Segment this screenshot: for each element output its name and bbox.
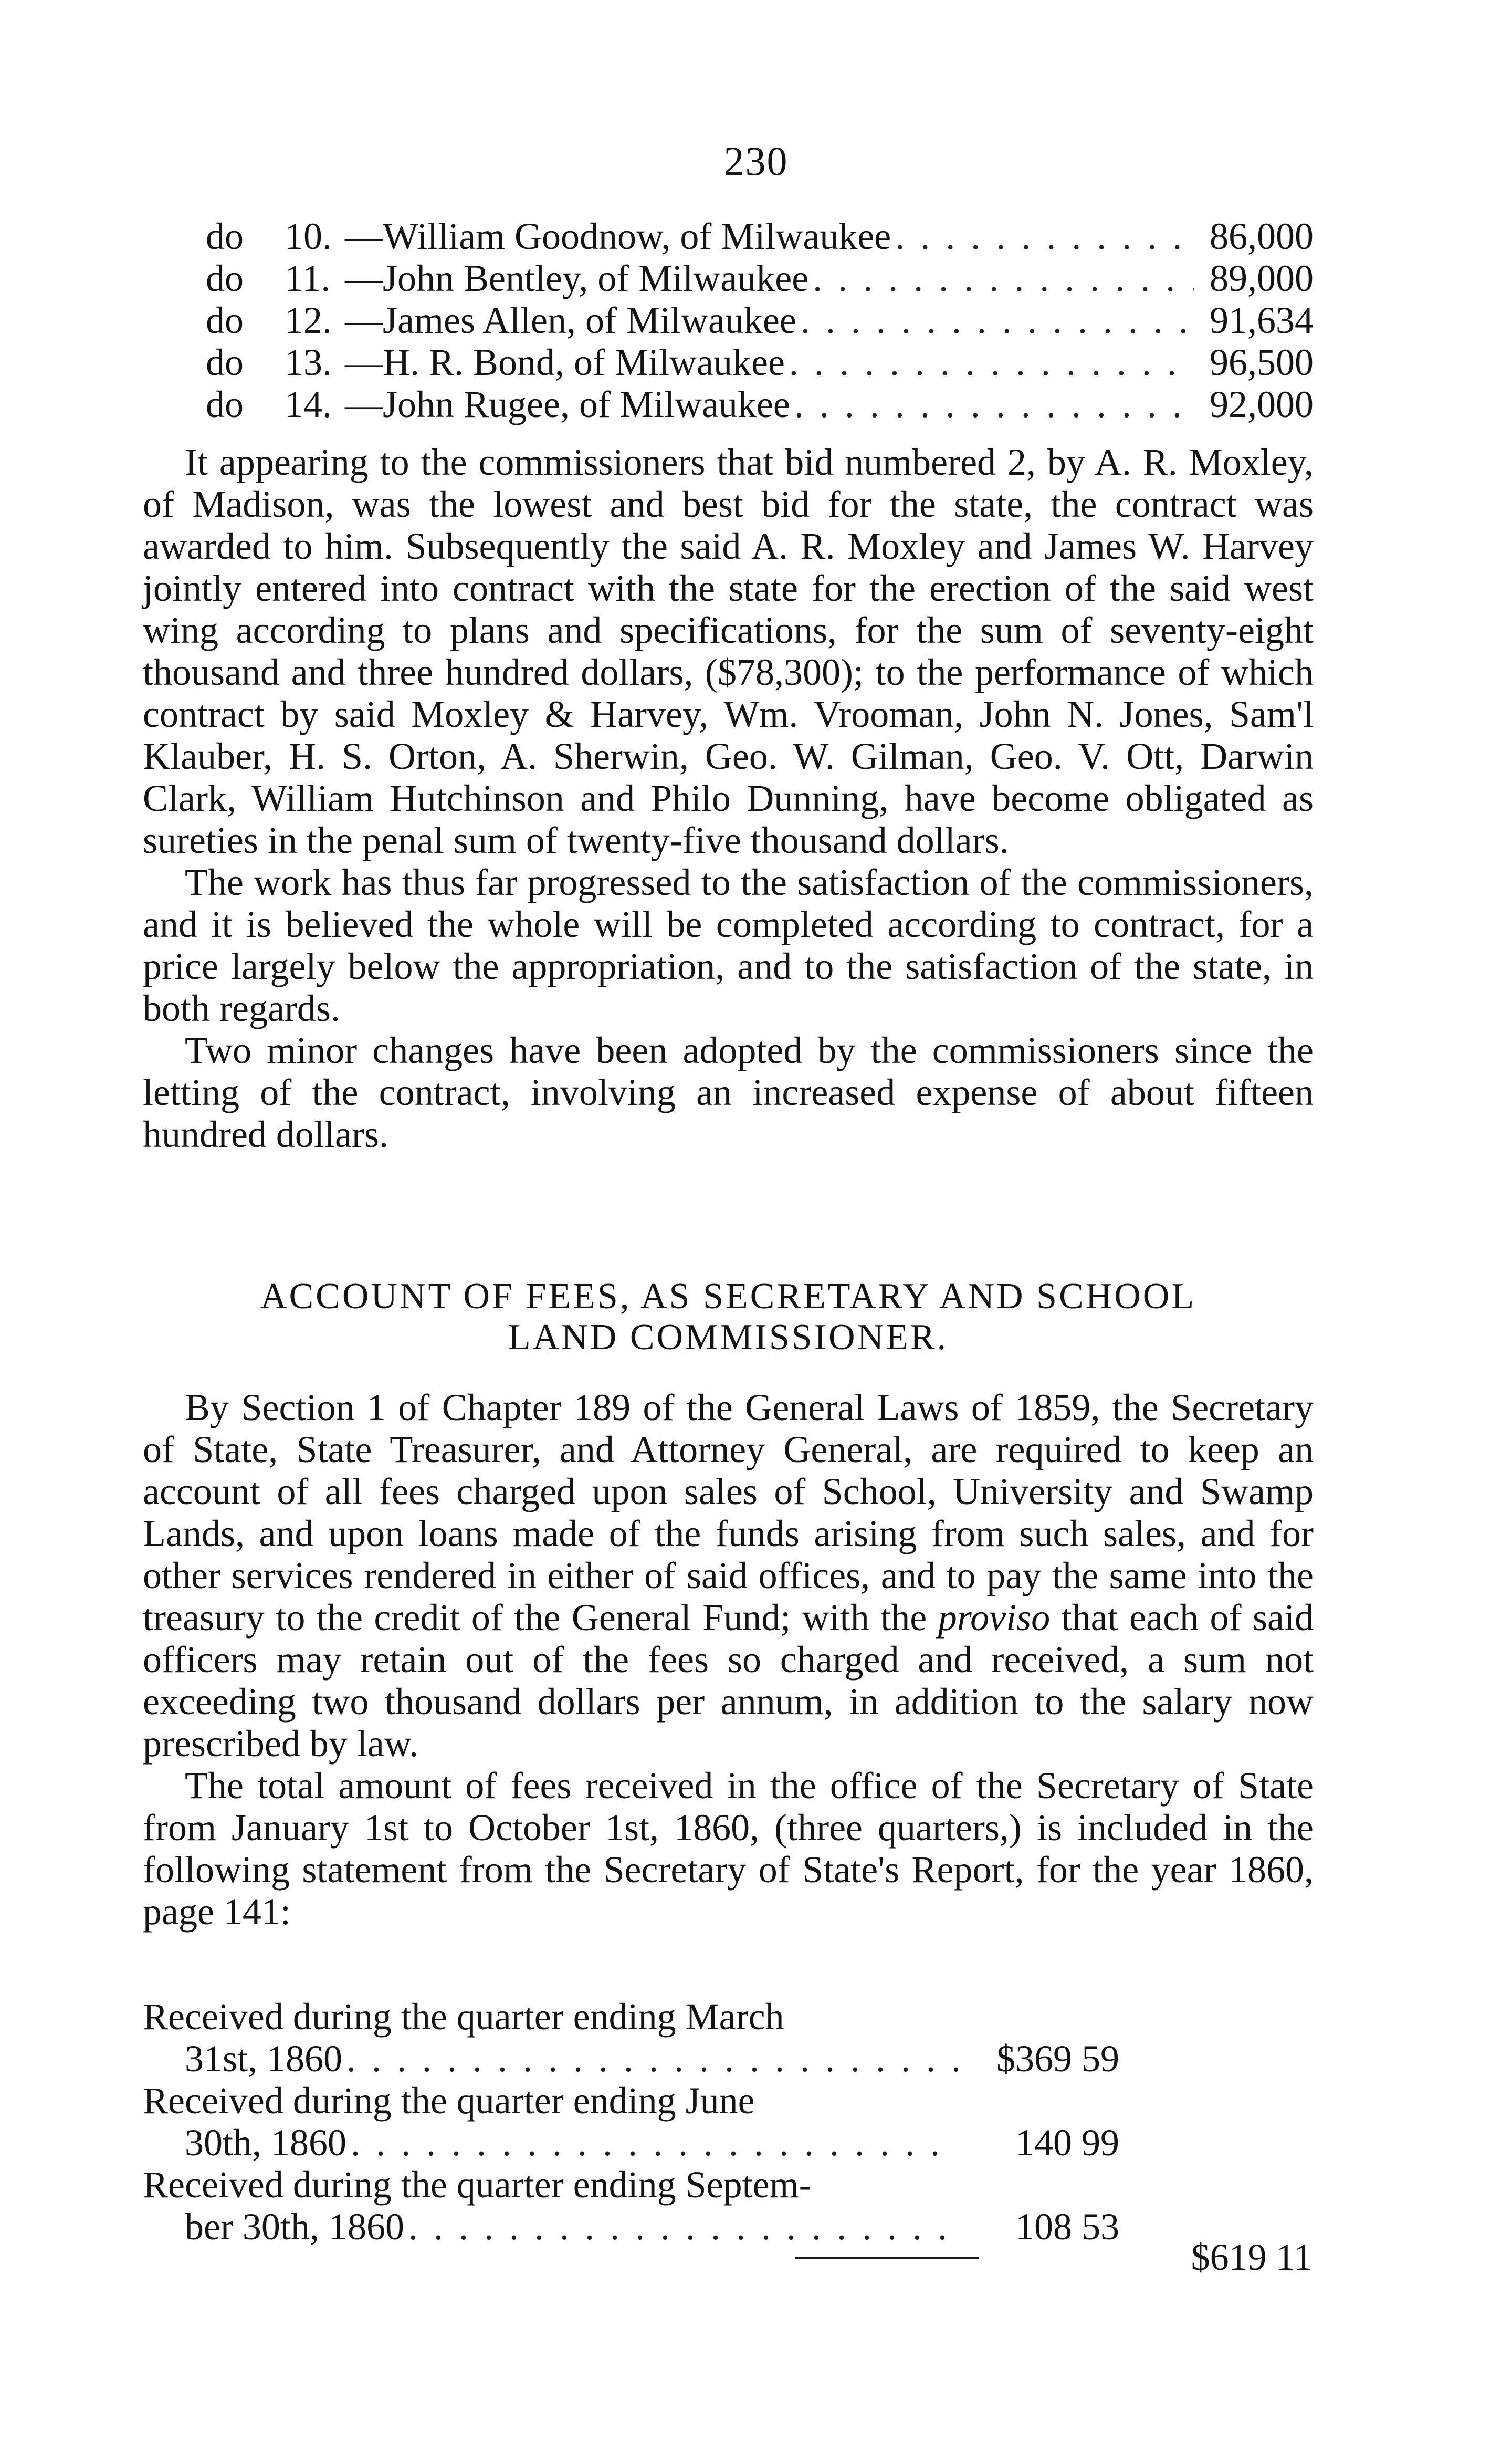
sum-rule	[795, 2257, 979, 2259]
paragraph-minor-changes: Two minor changes have been adopted by the commissioners since the letting of the contract, involving an increased expense of about fifteen hundred dollars.	[143, 1029, 1314, 1155]
section-heading-line-2: LAND COMMISSIONER.	[508, 1317, 949, 1358]
bid-number: 14.	[285, 383, 332, 425]
paragraph-fees-law-part-2: that each of said officers may retain out of the fees so charged and received, a sum not exceeding two thousand dollars per annum, in addition to the salary now prescribed by law.	[143, 1596, 1314, 1765]
bid-list	[143, 215, 1314, 425]
dot-leader	[351, 2122, 958, 2164]
fee-amount: 140 99	[1015, 2122, 1119, 2164]
dot-leader	[408, 2206, 958, 2248]
bid-amount: 91,634	[1210, 299, 1314, 341]
bid-number: 11.	[285, 257, 331, 299]
paragraph-contract-award: It appearing to the commissioners that bid numbered 2, by A. R. Moxley, of Madison, was the lowest and best bid for the state, the contract was awarded to him. Subsequently the said A. R. Moxley and James W. Harvey jointly entered into contract with the state for the erection of the said west wing according to plans and specifications, for the sum of seventy-eight thousand and three hundred dollars, ($78,300); to the performance of which contract by said Moxley & Harvey, Wm. Vrooman, John N. Jones, Sam'l Klauber, H. S. Orton, A. Sherwin, Geo. W. Gilman, Geo. V. Ott, Darwin Clark, William Hutchinson and Philo Dunning, have become obligated as sureties in the penal sum of twenty-five thousand dollars.	[143, 441, 1314, 861]
fees-total: $619 11	[1191, 2236, 1312, 2278]
fee-entry	[143, 2080, 1314, 2164]
bid-prefix: do	[206, 341, 244, 383]
bid-prefix: do	[206, 215, 244, 257]
dot-leader	[346, 2038, 958, 2080]
bid-prefix: do	[206, 383, 244, 425]
fees-paragraphs	[143, 1386, 1314, 1933]
bid-bidder: —H. R. Bond, of Milwaukee	[345, 341, 785, 383]
bid-prefix: do	[206, 299, 244, 341]
bid-row	[143, 257, 1314, 299]
bid-amount: 92,000	[1210, 383, 1314, 425]
fee-date-row	[143, 2206, 1119, 2248]
fee-date-row	[143, 2122, 1119, 2164]
bid-number: 12.	[285, 299, 332, 341]
bid-number: 10.	[285, 215, 332, 257]
proviso-italic: proviso	[938, 1596, 1051, 1639]
dot-leader	[895, 215, 1194, 257]
contract-paragraphs	[143, 441, 1314, 1155]
paragraph-fees-law-part-1: By Section 1 of Chapter 189 of the General Laws of 1859, the Secretary of State, State Treasurer, and Attorney General, are required to keep an account of all fees charged upon sales of School, University and Swamp Lands, and upon loans made of the funds arising from such sales, and for other services rendered in either of said offices, and to pay the same into the treasury to the credit of the General Fund; with the	[143, 1386, 1314, 1639]
bid-prefix: do	[206, 257, 244, 299]
fee-description: Received during the quarter ending Septem-	[143, 2164, 812, 2206]
bid-number: 13.	[285, 341, 332, 383]
fee-date: ber 30th, 1860	[185, 2206, 404, 2248]
bid-bidder: —John Rugee, of Milwaukee	[345, 383, 790, 425]
bid-bidder: —James Allen, of Milwaukee	[345, 299, 796, 341]
paragraph-fees-law	[143, 1386, 1314, 1765]
fee-description: Received during the quarter ending June	[143, 2080, 755, 2122]
dot-leader	[813, 257, 1194, 299]
section-heading-line-1: ACCOUNT OF FEES, AS SECRETARY AND SCHOOL	[260, 1276, 1196, 1317]
bid-amount: 96,500	[1210, 341, 1314, 383]
paragraph-fees-total-intro: The total amount of fees received in the office of the Secretary of State from January 1st to October 1st, 1860, (three quarters,) is included in the following statement from the Secretary of State's Report, for the year 1860, page 141:	[143, 1765, 1314, 1933]
fee-date: 31st, 1860	[185, 2038, 343, 2080]
dot-leader	[801, 299, 1194, 341]
dot-leader	[789, 341, 1194, 383]
fee-date: 30th, 1860	[185, 2122, 347, 2164]
fee-date-row	[143, 2038, 1119, 2080]
bid-bidder: —William Goodnow, of Milwaukee	[345, 215, 891, 257]
dot-leader	[794, 383, 1194, 425]
fees-statement	[143, 1996, 1314, 2248]
fee-entry	[143, 1996, 1314, 2080]
bid-row	[143, 299, 1314, 341]
fee-amount: $369 59	[996, 2038, 1119, 2080]
fee-description: Received during the quarter ending March	[143, 1996, 784, 2038]
fee-amount: 108 53	[1015, 2206, 1119, 2248]
bid-row	[143, 215, 1314, 257]
bid-amount: 86,000	[1210, 215, 1314, 257]
bid-amount: 89,000	[1210, 257, 1314, 299]
fee-entry	[143, 2164, 1314, 2248]
bid-row	[143, 383, 1314, 425]
bid-bidder: —John Bentley, of Milwaukee	[345, 257, 809, 299]
bid-row	[143, 341, 1314, 383]
section-heading	[143, 1276, 1314, 1358]
paragraph-work-progress: The work has thus far progressed to the satisfaction of the commissioners, and it is believed the whole will be completed according to contract, for a price largely below the appropriation, and to the satisfaction of the state, in both regards.	[143, 861, 1314, 1029]
page-number: 230	[723, 138, 789, 184]
